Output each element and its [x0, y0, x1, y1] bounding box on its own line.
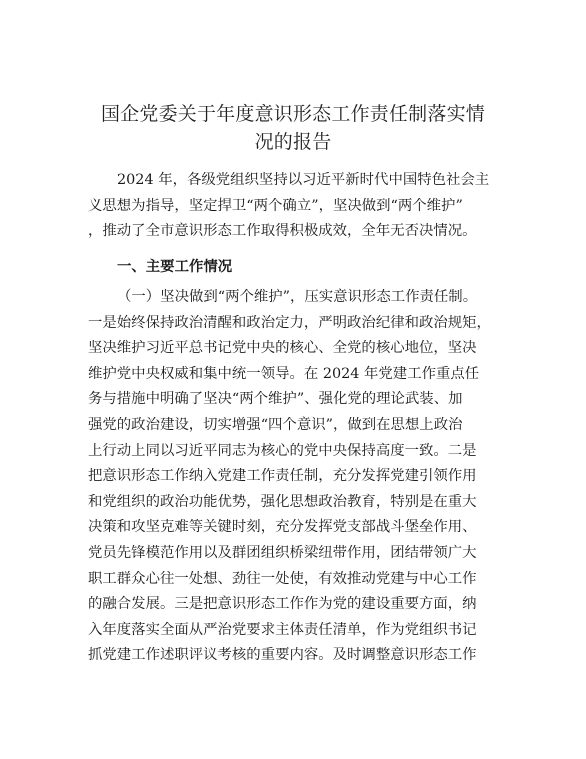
- paragraph-line: （一）坚决做到“两个维护”，压实意识形态工作责任制。: [117, 289, 478, 305]
- paragraph-line: 抓党建工作述职评议考核的重要内容。及时调整意识形态工作: [88, 647, 477, 664]
- paragraph-line: 务与措施中明确了坚决“两个维护”、强化党的理论武装、加: [88, 391, 463, 408]
- paragraph-line: 一是始终保持政治清醒和政治定力，严明政治纪律和政治规矩，: [88, 314, 491, 331]
- section-heading-text: 一、主要工作情况: [117, 258, 233, 275]
- intro-line: 2024 年，各级党组织坚持以习近平新时代中国特色社会主: [117, 172, 490, 188]
- paragraph-line: 维护党中央权威和集中统一领导。在 2024 年党建工作重点任: [88, 365, 480, 382]
- body-paragraph: [88, 285, 498, 669]
- paragraph-line: 坚决维护习近平总书记党中央的核心、全党的核心地位，坚决: [88, 340, 477, 357]
- intro-line: ，推动了全市意识形态工作取得积极成效，全年无否决情况。: [88, 223, 477, 240]
- paragraph-line: 把意识形态工作纳入党建工作责任制，充分发挥党建引领作用: [88, 468, 477, 485]
- paragraph-line: 党员先锋模范作用以及群团组织桥梁纽带作用，团结带领广大: [88, 544, 477, 561]
- paragraph-line: 和党组织的政治功能优势，强化思想政治教育，特别是在重大: [88, 493, 477, 510]
- paragraph-line: 职工群众心往一处想、劲往一处使，有效推动党建与中心工作: [88, 570, 477, 587]
- section-heading: [88, 254, 498, 280]
- paragraph-line: 入年度落实全面从严治党要求主体责任清单，作为党组织书记: [88, 621, 477, 638]
- document-title: [88, 100, 498, 156]
- title-line: 国企党委关于年度意识形态工作责任制落实情: [100, 103, 485, 125]
- intro-paragraph: [88, 168, 498, 245]
- paragraph-line: 上行动上同以习近平同志为核心的党中央保持高度一致。二是: [88, 442, 477, 459]
- paragraph-line: 的融合发展。三是把意识形态工作作为党的建设重要方面，纳: [88, 596, 477, 613]
- paragraph-line: 决策和攻坚克难等关键时刻，充分发挥党支部战斗堡垒作用、: [88, 519, 477, 536]
- intro-line: 义思想为指导，坚定捍卫“两个确立”，坚决做到“两个维护”: [88, 197, 463, 214]
- paragraph-line: 强党的政治建设，切实增强“四个意识”，做到在思想上政治: [88, 416, 463, 433]
- title-line: 况的报告: [254, 131, 332, 153]
